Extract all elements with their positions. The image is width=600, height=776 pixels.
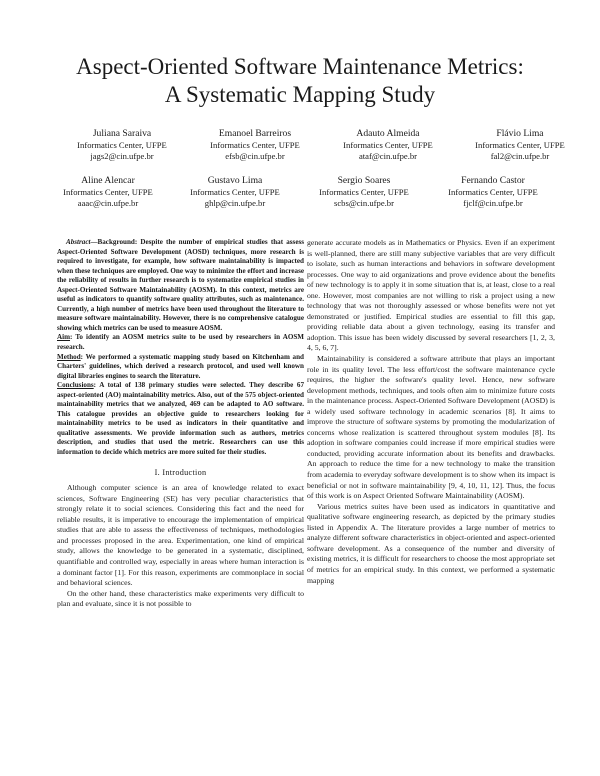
abstract-aim: [57, 333, 304, 352]
background-text: Despite the number of empirical studies that assess Aspect-Oriented Software Development (AOSD) techniques, more research is required to investigate, for example, how software maintainability is impacted when these techniques are employed. One way to minimize the effort and increase the reliability of results in further research is to systematize empirical studies in Aspect-Oriented Software Maintainability (AOSM). In this context, metrics are useful as indicators to quantify software quality attributes, such as maintenance. Currently, a high number of metrics have been used throughout the literature to measure software maintainability. However, there is no comprehensive catalogue showing which metrics can be used to measure AOSM.: [57, 238, 305, 332]
author-name: Adauto Almeida: [356, 128, 420, 139]
author-name: Aline Alencar: [81, 175, 135, 186]
paper-title: [0, 53, 600, 109]
author-email: fjclf@cin.ufpe.br: [463, 198, 523, 209]
author-affiliation: Informatics Center, UFPE: [343, 140, 433, 150]
author-affiliation: Informatics Center, UFPE: [190, 187, 280, 197]
method-text: : We performed a systematic mapping study based on Kitchenham and Charters' guidelines, which derived a research protocol, and used well known digital libraries engines to search the literature.: [57, 352, 304, 380]
abstract-conclusions: [57, 381, 304, 457]
abstract-background: [57, 238, 304, 333]
abstract-method: [57, 353, 304, 382]
conclusions-label: Conclusions: [57, 381, 94, 390]
author-name: Flávio Lima: [496, 128, 544, 139]
author-block: [413, 175, 573, 209]
body-paragraph: Maintainability is considered a software attribute that plays an important role in its quality level. The less effort/cost the software maintenance cycle requires, the higher the software's quality level. Hence, new software development methods, techniques, and tools often aim to minimize future costs in the maintenance process. Aspect-Oriented Software Development (AOSD) is a widely used software technology in academic scenarios [8]. It aims to improve the structure of software systems by promoting the modularization of concerns whose realization is scattered throughout system modules [8]. Its adoption in software companies could increase if more empirical studies were conducted, providing accurate information about its benefits and drawbacks. An approach to reduce the time for a new technology to make the transition from academia to everyday software development is to show when its impact is beneficial or not in software maintainability [9, 4, 10, 11, 12]. Thus, the focus of this work is on Aspect Oriented Software Maintainability (AOSM).: [307, 354, 555, 501]
author-affiliation: Informatics Center, UFPE: [319, 187, 409, 197]
author-name: Sergio Soares: [337, 175, 391, 186]
author-name: Fernando Castor: [461, 175, 525, 186]
author-affiliation: Informatics Center, UFPE: [63, 187, 153, 197]
body-paragraph: Various metrics suites have been used as indicators in quantitative and qualitative software engineering research, as depicted by the primary studies listed in Appendix A. The literature provides a large number of metrics to analyze different software characteristics in object-oriented and aspect-oriented software development. As a consequence of the number and diversity of existing metrics, it is difficult for researchers to choose the most appropriate set of metrics for an empirical study. In this context, we performed a systematic mapping: [307, 501, 555, 585]
right-column: [307, 238, 555, 586]
author-email: fal2@cin.ufpe.br: [490, 151, 550, 162]
author-email: aaac@cin.ufpe.br: [77, 198, 139, 209]
author-affiliation: Informatics Center, UFPE: [448, 187, 538, 197]
title-line-2: A Systematic Mapping Study: [164, 82, 436, 107]
aim-label: Aim: [57, 333, 71, 342]
aim-text: : To identify an AOSM metrics suite to be used by researchers in AOSM research.: [57, 333, 304, 352]
abstract-label: Abstract: [66, 238, 91, 246]
body-paragraph: Although computer science is an area of knowledge related to exact sciences, Software Engineering (SE) has very peculiar characteristics that strongly relate it to social sciences. Considering this fact and the need for reliable results, it is imperative to encourage the implementation of empirical studies that are able to assess the effectiveness of techniques, methodologies and processes proposed in the area. Experimentation, one kind of empirical study, allows the knowledge to be generated in a systematic, disciplined, quantifiable and controlled way, especially in areas where human interaction is a dominant factor [1]. For this reason, experiments are commonplace in social and behavioral sciences.: [57, 483, 304, 588]
author-email: efsb@cin.ufpe.br: [225, 151, 285, 162]
author-name: Juliana Saraiva: [92, 128, 152, 139]
section-heading: I. Introduction: [154, 467, 207, 477]
author-name: Gustavo Lima: [207, 175, 263, 186]
body-paragraph: On the other hand, these characteristics make experiments very difficult to plan and evaluate, since it is not possible to: [57, 588, 304, 609]
author-block: [440, 128, 600, 162]
author-email: ataf@cin.ufpe.br: [358, 151, 418, 162]
author-email: jags2@cin.ufpe.br: [90, 151, 154, 162]
method-label: Method: [57, 352, 81, 361]
conclusions-text: : A total of 138 primary studies were selected. They describe 67 aspect-oriented (AO) maintainability metrics. Also, out of the 575 object-oriented maintainability metrics that we analyzed, 469 can be adapted to AO software. This catalogue provides an objective guide to researchers looking for maintainability metrics to be used as indicators in their quantitative and qualitative assessments. We provide information such as authors, metrics description, and studies that used the metric. Researchers can use this information to decide which metrics are more suited for their studies.: [57, 381, 304, 457]
abstract-dash: —: [90, 238, 98, 246]
author-email: scbs@cin.ufpe.br: [334, 198, 394, 209]
author-name: Emanoel Barreiros: [218, 128, 292, 139]
background-label: Background:: [97, 238, 138, 246]
author-email: ghlp@cin.ufpe.br: [204, 198, 266, 209]
title-line-1: Aspect-Oriented Software Maintenance Metrics:: [76, 54, 524, 79]
author-affiliation: Informatics Center, UFPE: [475, 140, 565, 150]
author-affiliation: Informatics Center, UFPE: [210, 140, 300, 150]
author-affiliation: Informatics Center, UFPE: [77, 140, 167, 150]
body-paragraph: generate accurate models as in Mathematics or Physics. Even if an experiment is well-planned, there are still many subjective variables that are very difficult to isolate, such as human interactions and behaviors in software development processes. One way to aid organizations and prove evidence about the benefits of new technology is to apply it in some situation that is, at least, close to a real one. However, most companies are not willing to risk a project using a new technology that was not thoroughly assessed or whose benefits were not yet demonstrated or justified. Empirical studies are essential to fill this gap, providing reliable data about a given technology, easing its transfer and adoption. This issue has been widely discussed by several researchers [1, 2, 3, 4, 5, 6, 7].: [307, 238, 555, 353]
left-column: [57, 238, 304, 610]
